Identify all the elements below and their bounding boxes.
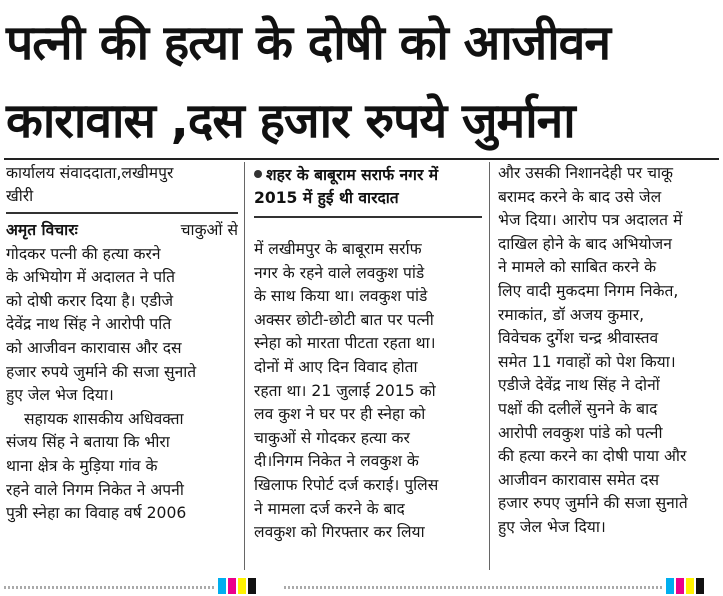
- text-line: एडीजे देवेंद्र नाथ सिंह ने दोनों: [498, 376, 660, 395]
- column-divider: [489, 162, 490, 570]
- text-line: अक्सर छोटी-छोटी बात पर पत्नी: [254, 310, 434, 329]
- text-line: दोनों में आए दिन विवाद होता: [254, 357, 418, 376]
- text-line: रहने वाले निगम निकेत ने अपनी: [6, 480, 184, 499]
- text-line: देवेंद्र नाथ सिंह ने आरोपी पति: [6, 315, 172, 334]
- text-line: खिलाफ रिपोर्ट दर्ज कराई। पुलिस: [254, 475, 439, 494]
- text-line: में लखीमपुर के बाबूराम सर्राफ: [254, 240, 422, 258]
- article-column-3: [498, 162, 718, 540]
- print-footer: [0, 574, 723, 596]
- text-line: थाना क्षेत्र के मुड़िया गांव के: [6, 456, 158, 475]
- text-line: लवकुश को गिरफ्तार कर लिया: [254, 523, 425, 542]
- text-line: ने मामला दर्ज करने के बाद: [254, 499, 405, 518]
- subheading-text: शहर के बाबूराम सरार्फ नगर में: [266, 166, 439, 184]
- text-line: हजार रुपये जुर्माने की सजा सुनाते: [6, 362, 197, 381]
- color-registration-marks: [218, 578, 258, 594]
- text-line: को आजीवन कारावास और दस: [6, 338, 182, 357]
- black-swatch: [248, 578, 256, 594]
- text-line: सहायक शासकीय अधिवक्ता: [24, 409, 184, 428]
- text-line: गोदकर पत्नी की हत्या करने: [6, 244, 161, 263]
- headline-line-1: पत्नी की हत्या के दोषी को आजीवन: [6, 15, 611, 71]
- text-line: भेज दिया। आरोप पत्र अदालत में: [498, 211, 683, 230]
- perforation-dots: [284, 586, 664, 589]
- magenta-swatch: [228, 578, 236, 594]
- yellow-swatch: [238, 578, 246, 594]
- text-line: और उसकी निशानदेही पर चाकू: [498, 164, 674, 182]
- article-column-2: [254, 238, 482, 545]
- byline-rule: [6, 212, 238, 214]
- subheading: [254, 164, 482, 210]
- text-fragment: चाकुओं से: [180, 221, 238, 239]
- text-line: पक्षों की दलीलें सुनने के बाद: [498, 399, 658, 418]
- text-line: बरामद करने के बाद उसे जेल: [498, 187, 662, 206]
- subheading-rule: [254, 216, 482, 218]
- subheading-line: [254, 166, 438, 184]
- text-line: हुए जेल भेज दिया।: [498, 517, 606, 536]
- text-line: लव कुश ने घर पर ही स्नेहा को: [254, 405, 426, 424]
- text-line: दी।निगम निकेत ने लवकुश के: [254, 452, 419, 471]
- text-line: नगर के रहने वाले लवकुश पांडे: [254, 263, 425, 282]
- headline-rule: [4, 158, 719, 160]
- text-line: को दोषी करार दिया है। एडीजे: [6, 291, 174, 310]
- text-line: हजार रुपए जुर्माने की सजा सुनाते: [498, 494, 688, 513]
- byline: [6, 162, 238, 208]
- text-line: पुत्री स्नेहा का विवाह वर्ष 2006: [6, 504, 187, 523]
- byline-line: खीरी: [6, 187, 34, 205]
- subheading-line: 2015 में हुई थी वारदात: [254, 189, 399, 207]
- text-line: के साथ किया था। लवकुश पांडे: [254, 287, 428, 306]
- text-line: चाकुओं से गोदकर हत्या कर: [254, 428, 410, 447]
- headline-line-2: कारावास ,दस हजार रुपये जुर्माना: [6, 93, 575, 149]
- perforation-dots: [4, 586, 216, 589]
- text-line: लिए वादी मुकदमा निगम निकेत,: [498, 281, 679, 300]
- cyan-swatch: [218, 578, 226, 594]
- text-line: समेत 11 गवाहों को पेश किया।: [498, 352, 676, 371]
- text-line: की हत्या करने का दोषी पाया और: [498, 447, 687, 466]
- text-line: रमाकांत, डॉ अजय कुमार,: [498, 305, 645, 324]
- text-line: ने मामले को साबित करने के: [498, 258, 657, 277]
- yellow-swatch: [686, 578, 694, 594]
- article-column-1: [6, 162, 238, 526]
- magenta-swatch: [676, 578, 684, 594]
- column-divider: [244, 162, 245, 570]
- lead-label: अमृत विचारः: [6, 221, 78, 239]
- color-registration-marks: [666, 578, 706, 594]
- text-line: विवेचक दुर्गेश चन्द्र श्रीवास्तव: [498, 329, 659, 348]
- text-line: [6, 219, 238, 243]
- cyan-swatch: [666, 578, 674, 594]
- text-line: आरोपी लवकुश पांडे को पत्नी: [498, 423, 663, 442]
- black-swatch: [696, 578, 704, 594]
- text-line: के अभियोग में अदालत ने पति: [6, 268, 175, 287]
- text-line: दाखिल होने के बाद अभियोजन: [498, 234, 672, 253]
- bullet-icon: [254, 170, 262, 178]
- byline-line: कार्यालय संवाददाता,लखीमपुर: [6, 164, 174, 182]
- text-line: रहता था। 21 जुलाई 2015 को: [254, 381, 436, 400]
- text-line: हुए जेल भेज दिया।: [6, 386, 114, 405]
- text-line: संजय सिंह ने बताया कि भीरा: [6, 433, 170, 452]
- text-line: स्नेहा को मारता पीटता रहता था।: [254, 334, 436, 353]
- text-line: आजीवन कारावास समेत दस: [498, 470, 659, 489]
